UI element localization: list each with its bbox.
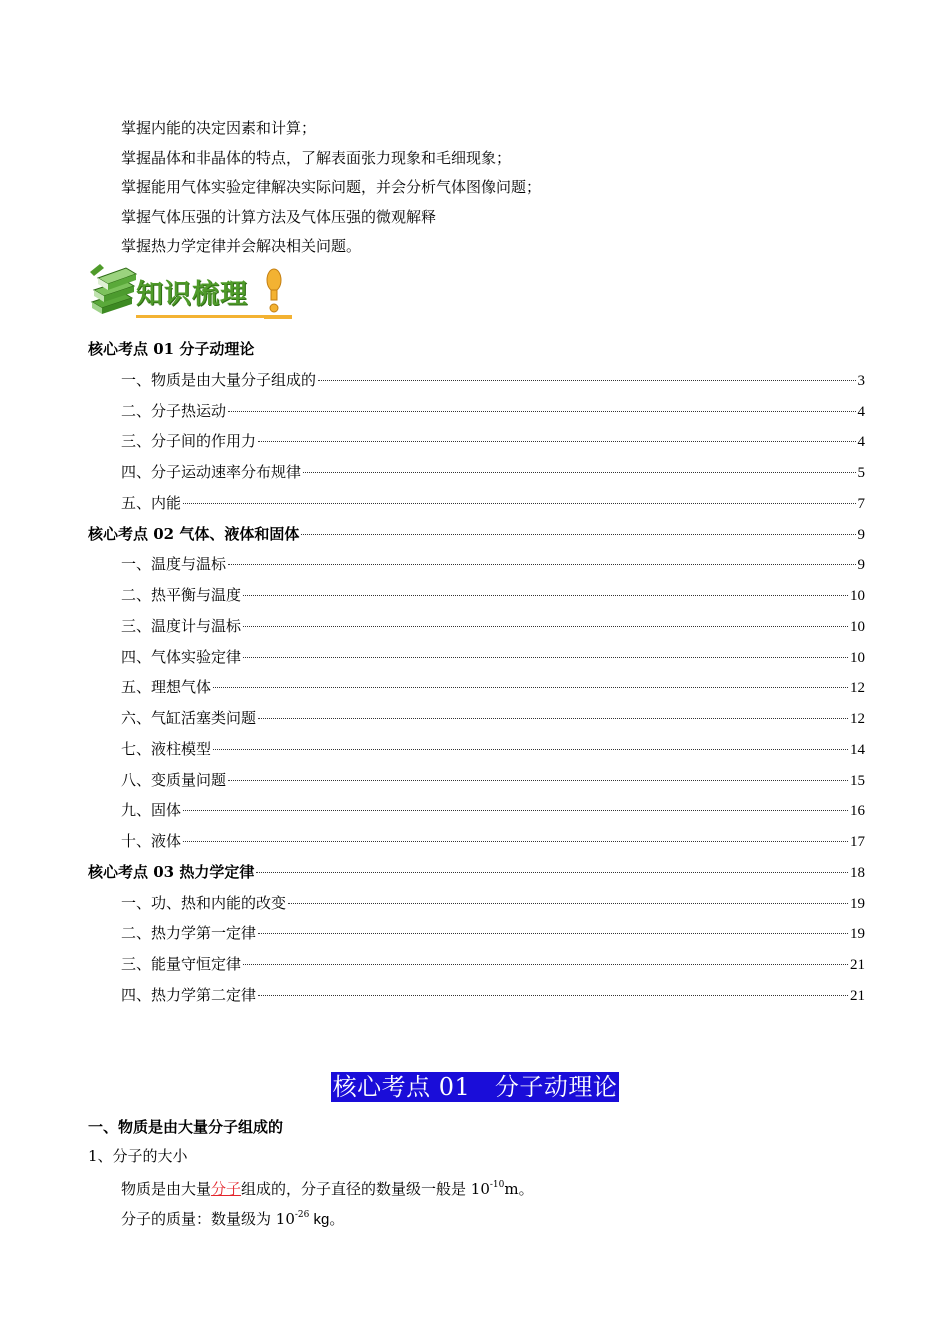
toc-dot-leader [288,903,848,904]
toc-entry[interactable] [88,642,865,673]
toc-entry-label: 七、液柱模型 [121,739,212,758]
toc-dot-leader [228,564,855,565]
toc-entry-label: 三、分子间的作用力 [121,432,257,451]
toc-dot-leader [303,472,855,473]
toc-entry[interactable] [88,918,865,949]
section-title: 核心考点 01 分子动理论 [332,1073,618,1101]
toc-dot-leader [183,503,855,504]
toc-page-number: 7 [857,495,865,512]
section-header [0,1072,950,1102]
toc-entry-label: 核心考点 02 气体、液体和固体 [88,524,300,543]
toc-entry-label: 一、温度与温标 [121,555,227,574]
goal-item: 掌握内能的决定因素和计算； [121,119,317,137]
toc-entry-label: 二、热力学第一定律 [121,924,257,943]
toc-dot-leader [228,780,848,781]
unit-text: kg。 [309,1211,345,1228]
toc-page-number: 14 [850,741,865,758]
toc-entry-label: 二、分子热运动 [121,401,227,420]
paragraph-molecule-size [121,1173,534,1201]
toc-chapter-entry[interactable] [88,857,865,888]
toc-entry[interactable] [88,703,865,734]
toc-page-number: 10 [850,618,865,635]
table-of-contents [88,334,865,1011]
toc-page-number: 19 [850,895,865,912]
keyword-link[interactable]: 分子 [211,1180,242,1198]
toc-entry-label: 四、热力学第二定律 [121,985,257,1004]
toc-entry[interactable] [88,457,865,488]
toc-chapter-entry[interactable] [88,334,865,365]
toc-entry-label: 三、温度计与温标 [121,616,242,635]
toc-dot-leader [183,841,848,842]
toc-dot-leader [243,964,848,965]
toc-page-number: 21 [850,957,865,973]
toc-page-number: 5 [857,465,865,481]
toc-dot-leader [258,718,848,719]
goal-item: 掌握气体压强的计算方法及气体压强的微观解释 [121,207,437,226]
toc-dot-leader [258,933,848,934]
learning-goals [121,114,881,262]
toc-entry[interactable] [88,672,865,703]
toc-dot-leader [213,687,848,688]
toc-page-number: 18 [850,864,865,881]
toc-page-number: 4 [857,403,865,420]
toc-entry[interactable] [88,949,865,980]
toc-dot-leader [243,626,848,627]
goal-item: 掌握热力学定律并会解决相关问题。 [121,237,362,255]
toc-page-number: 3 [857,372,865,389]
toc-dot-leader [228,411,855,412]
toc-entry[interactable] [88,611,865,642]
toc-page-number: 21 [850,987,865,1004]
toc-dot-leader [243,657,848,658]
toc-entry[interactable] [88,888,865,919]
toc-entry-label: 四、分子运动速率分布规律 [121,463,302,481]
banner-title: 知识梳理 [136,279,248,310]
section-heading: 一、物质是由大量分子组成的 [88,1118,284,1136]
goal-item: 掌握晶体和非晶体的特点，了解表面张力现象和毛细现象； [121,148,512,167]
toc-entry-label: 四、气体实验定律 [121,647,242,666]
toc-entry-label: 八、变质量问题 [121,770,227,789]
toc-page-number: 19 [850,926,865,943]
goal-item: 掌握能用气体实验定律解决实际问题，并会分析气体图像问题； [121,178,542,196]
toc-entry[interactable] [88,488,865,519]
toc-entry[interactable] [88,734,865,765]
toc-entry[interactable] [88,795,865,826]
toc-page-number: 9 [857,526,865,543]
toc-entry[interactable] [88,980,865,1011]
toc-entry[interactable] [88,826,865,857]
toc-entry[interactable] [88,426,865,457]
knowledge-banner [88,262,298,324]
unit-text: m。 [504,1180,534,1198]
toc-entry[interactable] [88,365,865,396]
toc-chapter-entry[interactable] [88,519,865,550]
toc-entry-label: 核心考点 03 热力学定律 [88,862,255,881]
toc-dot-leader [301,534,855,535]
toc-page-number: 15 [850,772,865,789]
toc-entry-label: 三、能量守恒定律 [121,955,242,973]
toc-page-number: 17 [850,834,865,850]
toc-dot-leader [318,380,855,381]
toc-entry-label: 六、气缸活塞类问题 [121,709,257,727]
paragraph-molecule-mass [121,1203,344,1232]
toc-dot-leader [256,872,848,873]
toc-entry-label: 五、内能 [121,493,182,512]
toc-entry[interactable] [88,765,865,796]
paragraph-text: 物质是由大量 [121,1180,212,1198]
toc-entry-label: 一、功、热和内能的改变 [121,893,287,912]
toc-entry[interactable] [88,580,865,611]
toc-dot-leader [243,595,848,596]
subsection-heading: 1、分子的大小 [88,1147,188,1165]
toc-page-number: 10 [850,649,865,666]
toc-entry-label: 九、固体 [121,801,182,820]
toc-dot-leader [183,810,848,811]
toc-page-number: 9 [857,557,865,574]
toc-page-number: 12 [850,680,865,697]
toc-dot-leader [258,441,855,442]
toc-page-number: 16 [850,803,865,820]
toc-entry[interactable] [88,549,865,580]
paragraph-text: 分子的质量：数量级为 10 [121,1210,295,1228]
toc-page-number: 12 [850,711,865,727]
toc-entry-label: 五、理想气体 [121,678,212,697]
toc-entry-label: 十、液体 [121,832,182,850]
toc-page-number: 4 [857,434,865,451]
toc-entry-label: 一、物质是由大量分子组成的 [121,370,317,389]
toc-entry-label: 二、热平衡与温度 [121,586,242,604]
toc-entry-label: 核心考点 01 分子动理论 [88,340,255,358]
exponent: -10 [489,1180,505,1190]
toc-dot-leader [258,995,848,996]
exponent: -26 [294,1210,310,1220]
toc-page-number: 10 [850,588,865,604]
paragraph-text: 组成的，分子直径的数量级一般是 10 [241,1180,490,1198]
toc-entry[interactable] [88,396,865,427]
toc-dot-leader [213,749,848,750]
